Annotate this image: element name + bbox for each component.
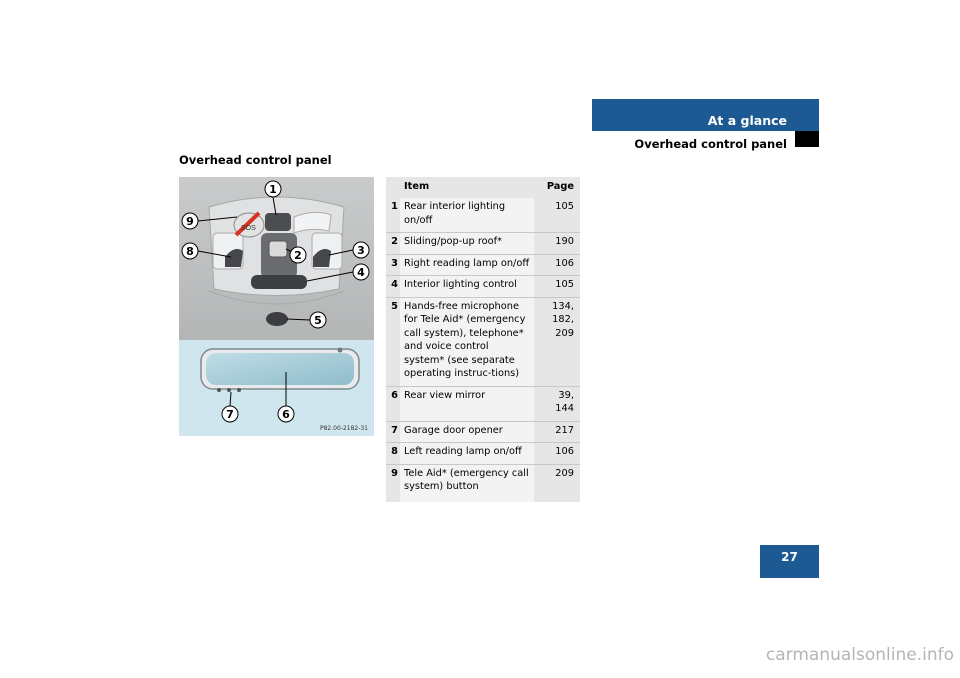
row-item: Sliding/pop-up roof*: [400, 233, 534, 255]
row-page: 39, 144: [534, 386, 580, 421]
row-number: 6: [386, 386, 400, 421]
svg-text:8: 8: [186, 245, 194, 258]
callout-9: [182, 213, 198, 229]
row-item: Tele Aid* (emergency call system) button: [400, 464, 534, 502]
row-number: 4: [386, 276, 400, 298]
sos-label: SOS: [241, 225, 256, 232]
row-number: 9: [386, 464, 400, 502]
row-page: 134, 182, 209: [534, 297, 580, 386]
callout-5: [310, 312, 326, 328]
row-page: 106: [534, 443, 580, 465]
table-header-row: [386, 177, 580, 198]
svg-text:1: 1: [269, 183, 277, 196]
table-row: [386, 443, 580, 465]
svg-text:7: 7: [226, 408, 234, 421]
row-page: 209: [534, 464, 580, 502]
table-row: [386, 233, 580, 255]
table-row: [386, 386, 580, 421]
row-item: Garage door opener: [400, 421, 534, 443]
figure-caption: P82.00-2182-31: [319, 425, 368, 432]
chapter-header: [592, 99, 819, 131]
table-row: [386, 276, 580, 298]
table-row: [386, 254, 580, 276]
callout-4: [353, 264, 369, 280]
row-item: Left reading lamp on/off: [400, 443, 534, 465]
callout-2: [290, 247, 306, 263]
row-page: 105: [534, 276, 580, 298]
row-item: Hands-free microphone for Tele Aid* (emergency call system), telephone* and voice control system* (see separate operating instruc-tions): [400, 297, 534, 386]
row-number: 5: [386, 297, 400, 386]
callout-8: [182, 243, 198, 259]
row-page: 190: [534, 233, 580, 255]
row-item: Rear interior lighting on/off: [400, 198, 534, 233]
column-header-number: [386, 177, 400, 198]
row-number: 3: [386, 254, 400, 276]
section-header: Overhead control panel: [634, 137, 787, 151]
overhead-panel-figure: [179, 177, 374, 436]
page-title: Overhead control panel: [179, 153, 332, 167]
row-number: 2: [386, 233, 400, 255]
chapter-title: At a glance: [707, 113, 787, 128]
row-number: 1: [386, 198, 400, 233]
svg-text:9: 9: [186, 215, 194, 228]
row-item: Right reading lamp on/off: [400, 254, 534, 276]
table-row: [386, 198, 580, 233]
row-item: Interior lighting control: [400, 276, 534, 298]
svg-text:3: 3: [357, 244, 365, 257]
table-row: [386, 297, 580, 386]
svg-text:5: 5: [314, 314, 322, 327]
watermark-text: carmanualsonline.info: [765, 645, 954, 665]
callout-3: [353, 242, 369, 258]
overhead-panel-illustration: [179, 177, 374, 436]
svg-text:6: 6: [282, 408, 290, 421]
callout-6: [278, 406, 294, 422]
column-header-page: Page: [534, 177, 580, 198]
row-number: 7: [386, 421, 400, 443]
items-table: [386, 177, 580, 502]
row-item: Rear view mirror: [400, 386, 534, 421]
page-number-box: [760, 545, 819, 578]
callout-7: [222, 406, 238, 422]
table-row: [386, 464, 580, 502]
row-number: 8: [386, 443, 400, 465]
svg-text:2: 2: [294, 249, 302, 262]
svg-text:4: 4: [357, 266, 365, 279]
row-page: 105: [534, 198, 580, 233]
row-page: 106: [534, 254, 580, 276]
table-row: [386, 421, 580, 443]
row-page: 217: [534, 421, 580, 443]
column-header-item: Item: [400, 177, 534, 198]
section-tab-marker: [795, 131, 819, 147]
callout-1: [265, 181, 281, 197]
page-number: 27: [781, 550, 798, 564]
